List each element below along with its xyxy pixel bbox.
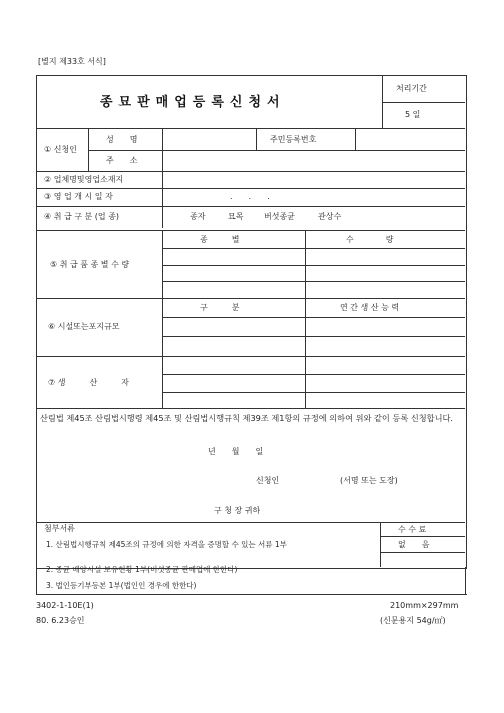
footer-size: 210mm×297mm [390,601,459,610]
address-label: 주 소 [106,156,138,165]
attachment-item-2: 2. 종균 배양시설 보유현황 1부(버섯종균 판매업에 한한다) [46,565,238,574]
fee-value: 없 음 [398,540,430,549]
rrn-label: 주민등록번호 [270,135,317,144]
category-seed: 종자 [190,212,206,221]
signer-sign: (서명 또는 도장) [340,476,398,485]
name-label: 성 명 [106,135,138,144]
signer-label: 신청인 [256,476,280,485]
category-mushroom-spawn: 버섯종균 [264,212,295,221]
start-date-value: . . . [230,192,270,201]
processing-label: 처리기간 [396,84,427,93]
footer-paper: (신문용지 54g/㎡) [380,616,446,625]
footer-code: 3402-1-10E(1) [36,601,94,610]
form-number: [별지 제33호 서식] [38,57,106,66]
species-col-quantity: 수 량 [346,235,394,244]
processing-value: 5 일 [405,110,421,119]
facility-label: ⑥ 시설또는포지규모 [48,322,120,331]
fee-label: 수 수 료 [398,525,427,534]
species-label: ⑤ 취 급 품 종 별 수 량 [50,260,130,269]
facility-col-capacity: 연 간 생 산 능 력 [340,303,400,312]
recipient: 구 청 장 귀하 [214,506,261,515]
attachments-label: 첨부서류 [44,524,75,533]
applicant-label: ① 신청인 [44,145,77,154]
date-line: 년 월 일 [208,447,264,456]
start-date-label: ③ 영 업 개 시 일 자 [44,192,113,201]
statement: 산림법 제45조 산림법시행령 제45조 및 산림법시행규칙 제39조 제1항의 규정에 의하여 위와 같이 등록 신청합니다. [40,413,453,423]
facility-col-type: 구 분 [200,303,240,312]
species-col-type: 종 별 [200,235,240,244]
footer-approval: 80. 6.23승인 [36,616,85,625]
attachment-item-1: 1. 산림법시행규칙 제45조의 규정에 의한 자격을 증명할 수 있는 서류 1부 [46,540,287,549]
attachment-item-3: 3. 법인등기부등본 1부(법인인 경우에 한한다) [46,581,197,590]
business-location-label: ② 업체명및영업소재지 [44,175,124,184]
category-label: ④ 취 급 구 분 (업 종) [44,212,120,221]
form-title: 종묘판매업등록신청서 [100,95,286,110]
producer-label: ⑦ 생 산 자 [48,378,129,387]
category-ornamental-tree: 관상수 [318,212,342,221]
category-seedling: 묘목 [228,212,244,221]
